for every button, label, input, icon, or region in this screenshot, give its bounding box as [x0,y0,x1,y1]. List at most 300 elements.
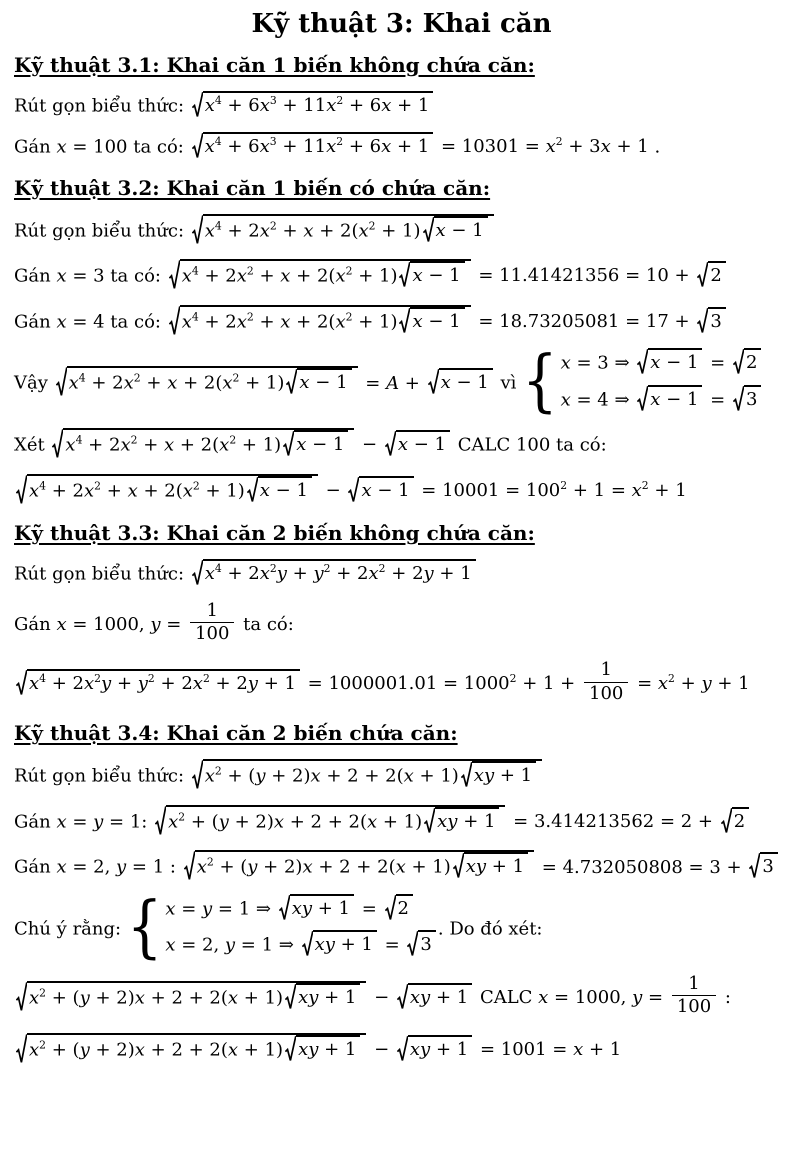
math-expression [190,95,436,116]
math-text: + (y + 2)x + 2 + 2(x + 1) [213,856,451,878]
sqrt-radical [283,430,348,457]
math-text: 2 [229,433,237,447]
math-text: 3 [710,310,722,332]
sqrt-inner [16,669,300,696]
math-text: + y + 1 [674,673,750,695]
math-variable: x [204,94,215,116]
math-expression [56,311,104,332]
sqrt-radical [399,307,464,334]
sqrt-radical [16,981,366,1012]
math-variable: x [366,811,378,832]
math-expression [538,972,719,1018]
radical-sign-icon [192,559,203,586]
sqrt-inner [697,307,725,334]
math-text [29,673,39,694]
text-run: Rút gọn biểu thức: [14,219,190,241]
math-variable: x [538,986,549,1008]
math-expression [14,987,474,1008]
math-text: + x + 2(x [137,434,230,456]
math-text: + x + 2(x [101,479,193,501]
math-text: x = 2, y = 1 ⇒ [165,934,300,956]
math-expression [14,480,687,501]
formula-line [14,342,789,421]
math-variable: x [358,219,369,241]
math-text: 2 [269,218,277,232]
math-variable: x [259,479,270,501]
math-text: 3 [745,388,758,410]
radicand [744,385,761,412]
formula-line [14,307,789,338]
math-text: + 3x + 1 [562,136,649,158]
math-text: − [319,479,347,501]
section-heading: Kỹ thuật 3.4: Khai căn 2 biến chứa căn: [14,721,458,746]
math-text: xy + 1 [298,986,357,1008]
math-variable: x [361,479,372,501]
formula-line [14,658,789,706]
math-variable: x [196,856,207,878]
math-variable: x [182,479,193,501]
math-expression [56,136,127,157]
radical-sign-icon [16,1033,27,1064]
radical-sign-icon [192,132,203,159]
math-text [205,136,215,157]
sqrt-radical [285,983,360,1010]
radical-sign-icon [461,761,472,788]
math-variable: x [560,388,571,410]
superscript [233,372,240,385]
superscript [148,672,155,685]
sqrt-inner [385,894,413,921]
superscript [203,672,210,685]
sqrt-inner [637,348,702,375]
superscript [336,94,343,107]
math-text: = 4.732050808 = 3 + [536,856,748,878]
math-text: + 2x [330,563,379,584]
sqrt-inner [283,430,348,457]
math-text: x − 1 [412,265,461,286]
sqrt-radical [385,894,413,921]
superscript [39,672,46,685]
math-expression [190,136,649,157]
math-text: 3 [420,934,432,956]
sqrt-inner [184,850,534,881]
superscript [39,479,46,492]
math-text: 2 [246,264,254,278]
radical-sign-icon [424,807,435,834]
radicand [63,428,354,459]
math-variable: x [435,219,446,241]
math-variable: x [227,1039,239,1061]
math-variable: x [335,265,346,287]
math-text: = x [631,673,669,695]
math-text: + x + 2(x [253,265,346,287]
sqrt-inner [721,807,749,834]
math-variable: x [68,372,79,394]
math-variable: x [310,765,321,787]
sqrt-inner [285,983,360,1010]
math-expression [56,265,104,286]
radical-sign-icon [285,1035,296,1062]
math-text [69,373,79,394]
math-text: x − 1 [650,388,699,410]
sqrt-inner [397,1035,472,1062]
sqrt-inner [247,476,312,503]
math-text: + 1) [239,372,285,394]
text-run: Gán [14,265,57,287]
radical-sign-icon [721,807,732,834]
cases-group [126,887,438,966]
radicand [410,307,464,334]
math-variable: x [56,811,67,832]
math-variable: x [29,479,40,501]
math-variable: x [204,765,215,787]
sqrt-inner [192,132,434,159]
text-run: . [648,136,661,158]
math-text: + (y + 2)x + 2 + 2(x + 1) [221,765,459,787]
math-text: xy + 1 [465,856,525,878]
radical-sign-icon [397,983,408,1010]
sqrt-radical [16,1033,366,1064]
text-run: ta có: [104,265,167,287]
formula-line [14,134,789,161]
math-text: 2 [178,810,186,823]
math-variable: x [222,372,233,394]
math-text: 4 [214,93,222,107]
text-run: Gán [14,811,57,832]
math-text: 2 [214,764,222,778]
radicand [472,761,536,788]
math-variable: xy [409,986,431,1008]
math-variable: y [79,986,90,1008]
radical-sign-icon [56,366,67,397]
superscript [193,479,200,492]
math-variable: x [134,1039,145,1061]
math-variable: A [386,372,400,394]
math-text: 2 [133,371,141,385]
math-variable: y [101,672,112,694]
math-text [205,563,215,584]
math-variable: x [65,434,76,456]
sqrt-radical [192,759,542,790]
math-expression [56,811,141,832]
fraction [190,601,234,645]
superscript [369,219,376,232]
sqrt-radical [302,930,377,957]
math-variable: x [164,434,175,456]
math-text: 1 [600,658,612,680]
math-variable: x [84,672,95,694]
math-text: xy + 1 [409,1039,469,1061]
radicand [180,259,471,290]
math-variable: x [56,136,67,158]
sqrt-radical [424,807,499,834]
math-text: 2 [130,433,138,447]
text-run: . Do đó xét: [437,918,543,940]
math-text: + 11x [276,136,337,157]
math-variable: x [299,372,310,394]
math-text: + 2y + 1 [385,563,472,584]
superscript [668,672,675,685]
math-text: + 1) [199,479,245,501]
fraction [672,974,716,1018]
math-variable: x [259,94,270,116]
math-variable: x [631,479,642,501]
math-text: 2 [147,671,155,685]
formula-line [14,561,789,588]
math-text: + (y + 2)x + 2 + 2(x + 1) [46,986,284,1008]
sqrt-radical [397,1035,472,1062]
sqrt-radical [348,476,413,503]
math-variable: y [93,811,104,832]
math-variable: x [181,310,192,332]
math-variable: xy [298,1039,319,1061]
math-text: 2 [246,309,254,323]
superscript [215,135,222,148]
sqrt-radical [733,348,761,375]
math-variable: y [137,672,148,694]
math-text: 2 [710,265,722,286]
radicand [296,1035,360,1062]
radical-sign-icon [286,368,297,395]
math-variable: y [116,856,127,878]
radicand [744,348,761,375]
math-variable: x [412,265,423,286]
math-text: xy + 1 [291,897,350,919]
radical-sign-icon [385,894,396,921]
math-expression [167,265,728,286]
section [14,176,789,507]
math-text [182,265,192,286]
math-text: 3 [762,856,774,878]
sqrt-radical [385,430,450,457]
math-text: x = 100 [56,136,128,158]
math-expression [190,563,478,584]
math-text: 4 [75,433,83,447]
sqrt-inner [749,852,777,879]
math-text: 4 [78,371,86,385]
case-row [165,932,438,959]
radical-sign-icon [697,307,708,334]
math-text: + (y + 2)x + 2 + 2(x + 1) [46,1039,284,1061]
radical-sign-icon [397,1035,408,1062]
text-run: ta có: [237,613,294,635]
superscript [215,219,222,232]
math-text: = [356,898,383,919]
math-variable: x [134,986,145,1008]
superscript [215,562,222,575]
math-expression [56,857,164,878]
radical-sign-icon [637,385,648,412]
math-text: + 2y + 1 [209,672,296,694]
sqrt-radical [155,805,505,836]
text-run: Rút gọn biểu thức: [14,563,190,585]
math-variable: x [280,265,291,287]
formula-line [14,599,789,647]
math-text: 2 [323,562,331,575]
sqrt-radical [16,669,300,696]
math-variable: x [192,672,203,694]
superscript [346,310,353,323]
sqrt-inner [192,559,476,586]
math-text: xy + 1 [314,934,373,956]
math-text: 2 [269,562,277,575]
text-run: : [719,986,731,1008]
math-variable: x [168,811,179,832]
math-variable: x [403,765,414,787]
math-text: 1 [688,972,700,994]
math-text: 4 [214,135,222,148]
math-variable: xy [409,1039,431,1061]
sqrt-radical [279,894,354,921]
sqrt-radical [637,385,702,412]
sqrt-radical [407,930,435,957]
math-text: 4 [214,218,222,232]
superscript [178,810,185,823]
sqrt-radical [247,476,312,503]
math-text: x = 2, y = 1 [56,856,165,878]
math-expression [126,887,438,966]
sqrt-radical [733,385,761,412]
radical-sign-icon [247,476,258,503]
math-text [205,766,215,787]
math-text: 2 [336,93,344,107]
math-variable: y [313,563,324,584]
radical-sign-icon [733,385,744,412]
sqrt-inner [733,385,761,412]
math-text: + 11x [276,94,337,116]
text-run: : [141,811,154,832]
radicand [290,894,354,921]
radicand [439,368,493,395]
math-variable: x [650,352,661,373]
math-text: + 1) [352,310,398,332]
math-variable: x [381,94,392,116]
math-text: 2 [733,810,746,832]
math-variable: y [224,934,236,956]
math-text [29,987,39,1008]
superscript [379,562,386,575]
math-text: + 2x [154,672,203,694]
radical-sign-icon [453,852,464,879]
math-text: = [704,352,731,374]
radicand [180,305,471,336]
radical-sign-icon [302,930,313,957]
math-variable: x [560,352,571,374]
sqrt-inner [733,348,761,375]
radical-sign-icon [399,261,410,288]
formula-line [14,476,789,507]
denominator [672,996,716,1018]
sqrt-inner [461,761,536,788]
radicand [732,807,749,834]
math-text: = 10001 = 100 [415,479,561,501]
math-text: 2 [378,562,386,575]
text-run: Gán [14,613,57,635]
denominator [190,623,234,645]
radicand [464,852,528,879]
math-text: xy + 1 [409,986,469,1008]
math-text: 4 [191,309,199,323]
math-text [205,95,215,116]
sqrt-radical [286,368,351,395]
text-run: Gán [14,136,57,158]
math-text: x = 1000, y = [56,613,188,635]
sqrt-inner [637,385,702,412]
document-page [14,8,789,1066]
section [14,721,789,1065]
math-text: = 10301 = x [435,136,556,158]
math-variable: x [236,265,247,287]
radicand [294,430,348,457]
math-variable: x [120,434,131,456]
math-text: 3 [269,93,277,107]
math-variable: x [326,94,337,116]
math-expression [167,311,728,332]
math-variable: x [259,563,270,584]
math-variable: x [412,310,423,332]
radicand [648,385,702,412]
math-variable: xy [465,856,487,878]
math-variable: x [127,479,138,501]
math-variable: y [247,856,258,878]
math-variable: y [202,898,213,919]
math-text [168,811,178,832]
fraction [584,660,628,704]
math-variable: x [368,563,379,584]
superscript [556,135,563,148]
math-variable: x [326,136,337,157]
math-expression [153,811,751,832]
math-variable: x [395,856,406,878]
math-text: 2 [39,985,47,999]
sqrt-radical [192,214,494,245]
sqrt-inner [16,1033,366,1064]
math-text: xy + 1 [437,810,496,832]
math-text: 4 [191,264,199,278]
math-variable: x [397,434,409,455]
math-text: x = 4 ⇒ [560,388,636,410]
superscript [336,135,343,148]
sqrt-radical [169,305,471,336]
math-text: + 1 [648,479,687,501]
left-brace-icon: { [522,342,558,421]
math-variable: y [218,811,229,832]
sqrt-inner [428,368,493,395]
radicand [297,368,351,395]
sqrt-radical [399,261,464,288]
math-variable: xy [291,897,313,919]
radical-sign-icon [184,850,195,881]
section [14,521,789,706]
math-text: − [368,986,395,1008]
radicand [434,216,488,243]
superscript [207,856,214,869]
text-run: Chú ý rằng: [14,918,127,940]
radicand [203,214,494,245]
case-row [165,896,438,923]
math-text: = 18.73205081 = 17 + [472,310,696,332]
numerator [672,974,716,997]
math-variable: x [167,372,178,394]
radicand [27,1033,366,1064]
text-run: Vậy [14,372,54,394]
math-text: 4 [39,478,47,492]
math-variable: x [29,1039,40,1061]
math-text: + 2x [46,479,95,501]
sqrt-inner [423,216,488,243]
sqrt-inner [407,930,435,957]
math-variable: y [79,1039,90,1061]
